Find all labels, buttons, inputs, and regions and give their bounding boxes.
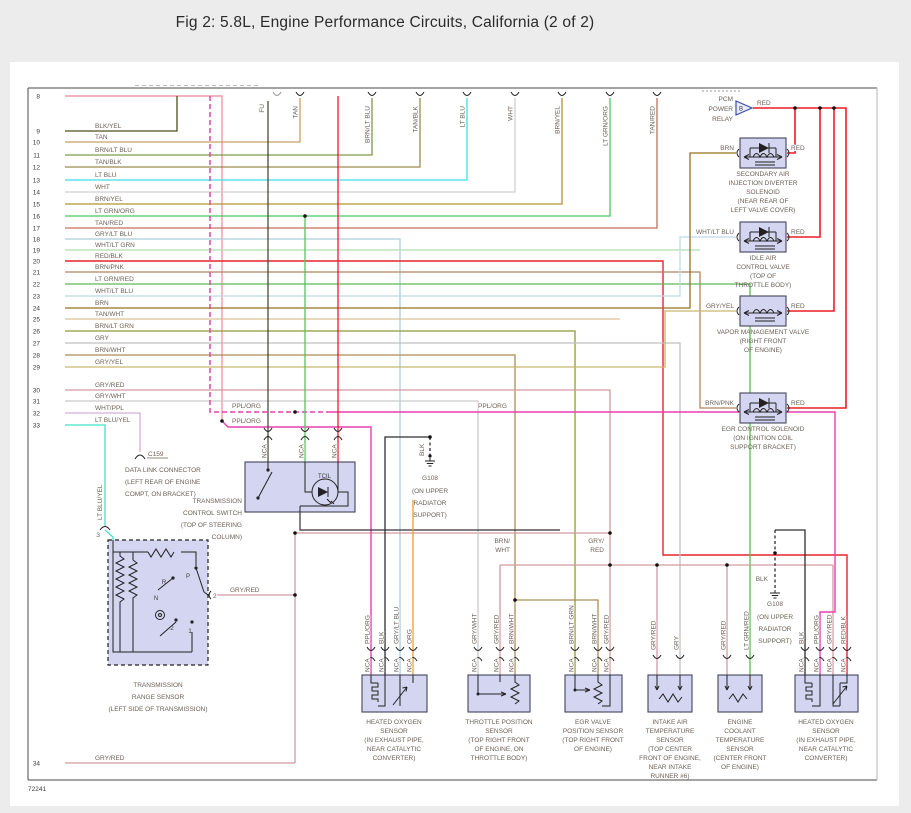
- svg-text:GRY/RED: GRY/RED: [650, 620, 658, 650]
- svg-text:PPL/ORG: PPL/ORG: [478, 403, 507, 410]
- svg-text:GRY/WHT: GRY/WHT: [471, 613, 479, 644]
- svg-text:LT BLU: LT BLU: [95, 172, 117, 179]
- svg-text:WHT/PPL: WHT/PPL: [95, 405, 124, 412]
- svg-text:TCIL: TCIL: [318, 474, 332, 480]
- svg-text:27: 27: [32, 340, 40, 348]
- svg-text:17: 17: [32, 225, 40, 233]
- svg-text:11: 11: [33, 152, 40, 160]
- svg-text:RUNNER #6): RUNNER #6): [650, 773, 690, 780]
- svg-text:30: 30: [32, 387, 40, 395]
- ground-symbol-right: [770, 590, 780, 598]
- svg-text:WHT/LT BLU: WHT/LT BLU: [695, 229, 734, 236]
- vapor-management-valve: [706, 296, 810, 354]
- svg-text:GRY/RED: GRY/RED: [720, 620, 728, 650]
- svg-text:RED: RED: [757, 100, 771, 107]
- svg-text:RED: RED: [791, 145, 805, 152]
- wire-wht: [65, 98, 515, 192]
- svg-text:SOLENOID: SOLENOID: [746, 189, 780, 196]
- svg-text:LT BLU/YEL: LT BLU/YEL: [95, 417, 131, 424]
- svg-text:NCA: NCA: [471, 658, 479, 672]
- svg-text:G108: G108: [422, 475, 438, 482]
- diagram-id: 72241: [28, 786, 47, 793]
- wire-lt-blu-yel: [65, 425, 113, 540]
- egr-control-solenoid: [705, 393, 805, 451]
- sensor-intake-air-temp: [639, 620, 701, 780]
- svg-text:NCA: NCA: [813, 658, 821, 672]
- svg-text:(TOP RIGHT FRONT: (TOP RIGHT FRONT: [468, 737, 530, 744]
- svg-text:PPL/ORG: PPL/ORG: [232, 403, 261, 410]
- svg-text:TRANSMISSION: TRANSMISSION: [192, 498, 242, 505]
- svg-text:WHT: WHT: [507, 106, 515, 121]
- svg-text:LT GRN/RED: LT GRN/RED: [95, 276, 134, 283]
- svg-text:9: 9: [36, 128, 40, 136]
- svg-text:TAN: TAN: [95, 134, 108, 141]
- fuse-hook: [273, 92, 281, 96]
- svg-text:RED/BLK: RED/BLK: [840, 616, 848, 644]
- svg-text:TEMPERATURE: TEMPERATURE: [715, 737, 765, 744]
- idle-air-control-valve: [696, 222, 805, 289]
- sensor-engine-coolant-temp: [713, 611, 766, 771]
- svg-text:RED: RED: [791, 229, 805, 236]
- svg-text:NCA: NCA: [798, 658, 806, 672]
- secondary-air-solenoid: [720, 138, 805, 214]
- svg-text:THROTTLE BODY): THROTTLE BODY): [734, 282, 792, 289]
- svg-text:HEATED OXYGEN: HEATED OXYGEN: [366, 719, 422, 726]
- svg-text:POSITION SENSOR: POSITION SENSOR: [562, 728, 624, 735]
- svg-text:ORG: ORG: [406, 629, 414, 644]
- top-connector-hooks: [273, 92, 661, 96]
- svg-text:SENSOR: SENSOR: [485, 728, 513, 735]
- transmission-range-sensor: [96, 484, 259, 713]
- svg-text:OF ENGINE, ON: OF ENGINE, ON: [474, 746, 524, 753]
- svg-text:C159: C159: [148, 451, 164, 458]
- svg-text:NCA: NCA: [406, 658, 414, 672]
- ground-symbol-mid: [425, 458, 435, 466]
- svg-text:TRANSMISSION: TRANSMISSION: [133, 682, 183, 689]
- svg-text:SENSOR: SENSOR: [812, 728, 840, 735]
- svg-text:32: 32: [32, 410, 40, 418]
- svg-text:16: 16: [32, 213, 40, 221]
- svg-text:GRY/YEL: GRY/YEL: [705, 303, 734, 310]
- svg-text:TAN: TAN: [292, 106, 300, 119]
- svg-text:RED: RED: [791, 303, 805, 310]
- svg-text:(ON UPPER: (ON UPPER: [411, 488, 449, 495]
- svg-text:3: 3: [96, 532, 100, 539]
- svg-text:12: 12: [32, 164, 40, 172]
- svg-text:PPL/ORG: PPL/ORG: [813, 615, 821, 644]
- svg-text:WHT: WHT: [495, 547, 510, 554]
- svg-text:BRN/: BRN/: [494, 538, 510, 545]
- svg-text:BLK: BLK: [378, 631, 386, 644]
- svg-text:NCA: NCA: [591, 658, 599, 672]
- svg-text:BRN/LT GRN: BRN/LT GRN: [95, 323, 134, 330]
- svg-text:BRN/LT GRN: BRN/LT GRN: [568, 605, 576, 644]
- svg-text:COLUMN): COLUMN): [211, 534, 242, 541]
- svg-text:FU: FU: [259, 104, 266, 113]
- svg-text:15: 15: [32, 201, 40, 209]
- svg-text:8: 8: [36, 93, 40, 101]
- svg-text:TAN/RED: TAN/RED: [649, 106, 657, 135]
- svg-text:SUPPORT): SUPPORT): [758, 638, 792, 645]
- svg-text:EGR CONTROL SOLENOID: EGR CONTROL SOLENOID: [721, 426, 805, 433]
- transmission-control-switch: [181, 428, 355, 541]
- svg-text:2: 2: [170, 626, 174, 632]
- svg-text:TAN/BLK: TAN/BLK: [412, 106, 420, 133]
- svg-text:RELAY: RELAY: [712, 116, 733, 123]
- svg-text:RED: RED: [590, 547, 604, 554]
- svg-text:24: 24: [32, 305, 40, 313]
- svg-text:NCA: NCA: [261, 444, 269, 458]
- svg-text:NCA: NCA: [493, 658, 501, 672]
- svg-text:NCA: NCA: [331, 444, 339, 458]
- sensor-throttle-position: [465, 613, 532, 762]
- svg-text:33: 33: [32, 422, 40, 430]
- svg-text:26: 26: [32, 328, 40, 336]
- svg-text:BRN/YEL: BRN/YEL: [95, 196, 123, 203]
- svg-text:20: 20: [32, 258, 40, 266]
- svg-text:RED: RED: [791, 400, 805, 407]
- connector-arc: [135, 455, 145, 459]
- svg-text:RANGE SENSOR: RANGE SENSOR: [131, 694, 185, 701]
- svg-text:NCA: NCA: [298, 444, 306, 458]
- svg-text:GRY/RED: GRY/RED: [603, 614, 611, 644]
- svg-text:CONVERTER): CONVERTER): [804, 755, 848, 762]
- svg-text:NCA: NCA: [826, 658, 834, 672]
- svg-text:THROTTLE BODY): THROTTLE BODY): [470, 755, 528, 762]
- svg-text:RED/BLK: RED/BLK: [95, 253, 123, 260]
- svg-text:GRY/YEL: GRY/YEL: [95, 359, 124, 366]
- svg-text:GRY/WHT: GRY/WHT: [95, 393, 126, 400]
- svg-text:BLK: BLK: [419, 443, 426, 456]
- svg-text:NCA: NCA: [378, 658, 386, 672]
- svg-text:NCA: NCA: [840, 658, 848, 672]
- svg-text:BRN/WHT: BRN/WHT: [508, 613, 516, 644]
- svg-text:(LEFT SIDE OF TRANSMISSION): (LEFT SIDE OF TRANSMISSION): [108, 706, 208, 713]
- svg-text:SUPPORT BRACKET): SUPPORT BRACKET): [730, 444, 796, 451]
- svg-text:BRN/WHT: BRN/WHT: [591, 613, 599, 644]
- svg-text:29: 29: [32, 364, 40, 372]
- svg-text:NEAR INTAKE: NEAR INTAKE: [648, 764, 692, 771]
- svg-text:NCA: NCA: [364, 658, 372, 672]
- svg-text:ENGINE: ENGINE: [727, 719, 753, 726]
- svg-text:PCM: PCM: [718, 96, 733, 103]
- svg-text:TAN/WHT: TAN/WHT: [95, 311, 125, 318]
- svg-text:PPL/ORG: PPL/ORG: [364, 615, 372, 644]
- svg-text:RADIATOR: RADIATOR: [758, 626, 792, 633]
- svg-text:NEAR CATALYTIC: NEAR CATALYTIC: [798, 746, 854, 753]
- svg-text:EGR VALVE: EGR VALVE: [575, 719, 611, 726]
- svg-text:BRN/WHT: BRN/WHT: [95, 347, 126, 354]
- svg-text:18: 18: [32, 236, 40, 244]
- svg-text:BLK: BLK: [798, 631, 806, 644]
- svg-text:(TOP CENTER: (TOP CENTER: [648, 746, 692, 753]
- svg-text:LT GRN/RED: LT GRN/RED: [743, 611, 751, 650]
- svg-text:21: 21: [32, 269, 40, 277]
- svg-text:SECONDARY AIR: SECONDARY AIR: [736, 171, 790, 178]
- svg-text:NCA: NCA: [603, 658, 611, 672]
- svg-text:GRY: GRY: [95, 335, 109, 342]
- svg-text:GRY/LT BLU: GRY/LT BLU: [393, 606, 401, 644]
- svg-text:GRY/LT BLU: GRY/LT BLU: [95, 231, 133, 238]
- svg-text:19: 19: [32, 247, 40, 255]
- svg-text:SENSOR: SENSOR: [380, 728, 408, 735]
- svg-text:NCA: NCA: [393, 658, 401, 672]
- svg-text:(LEFT REAR OF ENGINE: (LEFT REAR OF ENGINE: [125, 479, 201, 486]
- svg-text:TAN/RED: TAN/RED: [95, 220, 124, 227]
- svg-text:LT GRN/ORG: LT GRN/ORG: [95, 208, 135, 215]
- svg-text:BRN/YEL: BRN/YEL: [554, 106, 562, 134]
- svg-text:COMPT, ON BRACKET): COMPT, ON BRACKET): [125, 491, 196, 498]
- svg-text:BRN/PNK: BRN/PNK: [705, 400, 734, 407]
- svg-text:LEFT VALVE COVER): LEFT VALVE COVER): [730, 207, 796, 214]
- wire-pnk-row8: [65, 96, 222, 421]
- svg-text:(TOP OF: (TOP OF: [749, 273, 777, 280]
- svg-text:CONTROL VALVE: CONTROL VALVE: [736, 264, 790, 271]
- svg-text:GRY/RED: GRY/RED: [95, 382, 125, 389]
- svg-text:GRY/: GRY/: [588, 538, 604, 545]
- svg-text:PPL/ORG: PPL/ORG: [232, 418, 261, 425]
- svg-text:(TOP OF STEERING: (TOP OF STEERING: [180, 522, 242, 529]
- top-wire-labels: [259, 104, 657, 146]
- svg-text:WHT: WHT: [95, 184, 110, 191]
- svg-text:BLK: BLK: [755, 576, 768, 583]
- svg-text:IDLE AIR: IDLE AIR: [749, 255, 777, 262]
- sensor-heated-oxygen-right: [795, 614, 858, 762]
- wire-ppl-org-dashed: [210, 96, 330, 412]
- svg-text:OF ENGINE): OF ENGINE): [744, 347, 782, 354]
- svg-text:WHT/LT BLU: WHT/LT BLU: [95, 288, 134, 295]
- page-title: Fig 2: 5.8L, Engine Performance Circuits, California (2 of 2): [175, 14, 595, 31]
- svg-text:31: 31: [32, 398, 40, 406]
- svg-text:NEAR CATALYTIC: NEAR CATALYTIC: [366, 746, 422, 753]
- svg-text:BRN/LT BLU: BRN/LT BLU: [95, 147, 132, 154]
- svg-text:22: 22: [32, 281, 40, 289]
- svg-text:COOLANT: COOLANT: [724, 728, 756, 735]
- svg-text:OF ENGINE): OF ENGINE): [574, 746, 612, 753]
- svg-text:BRN/PNK: BRN/PNK: [95, 264, 124, 271]
- svg-text:INTAKE AIR: INTAKE AIR: [652, 719, 688, 726]
- svg-text:BLK/YEL: BLK/YEL: [95, 123, 122, 130]
- data-link-connector: [125, 451, 201, 498]
- svg-text:25: 25: [32, 316, 40, 324]
- svg-text:(ON IGNITION COIL: (ON IGNITION COIL: [733, 435, 793, 442]
- wire-tan-red: [65, 98, 657, 228]
- svg-text:R: R: [161, 580, 167, 586]
- svg-text:SENSOR: SENSOR: [656, 737, 684, 744]
- svg-text:GRY/RED: GRY/RED: [493, 614, 501, 644]
- svg-text:N: N: [153, 596, 159, 602]
- svg-text:1: 1: [188, 629, 192, 635]
- svg-text:LT BLU: LT BLU: [459, 106, 467, 128]
- svg-text:INJECTION DIVERTER: INJECTION DIVERTER: [728, 180, 798, 187]
- svg-text:NCA: NCA: [508, 658, 516, 672]
- svg-text:P: P: [185, 574, 191, 580]
- svg-text:10: 10: [32, 139, 40, 147]
- wire-ppl-org-left: [222, 421, 371, 675]
- svg-text:DATA LINK CONNECTOR: DATA LINK CONNECTOR: [125, 467, 201, 474]
- svg-text:(IN EXHAUST PIPE,: (IN EXHAUST PIPE,: [796, 737, 856, 744]
- svg-text:TEMPERATURE: TEMPERATURE: [645, 728, 695, 735]
- sensor-heated-oxygen-left: [362, 606, 427, 762]
- svg-text:23: 23: [32, 293, 40, 301]
- svg-text:GRY/RED: GRY/RED: [230, 587, 260, 594]
- svg-text:(NEAR REAR OF: (NEAR REAR OF: [737, 198, 789, 205]
- svg-text:(IN EXHAUST PIPE,: (IN EXHAUST PIPE,: [364, 737, 424, 744]
- svg-text:SENSOR: SENSOR: [726, 746, 754, 753]
- svg-text:(RIGHT FRONT: (RIGHT FRONT: [739, 338, 787, 345]
- svg-text:FRONT OF ENGINE,: FRONT OF ENGINE,: [639, 755, 701, 762]
- wire-lt-blu: [65, 98, 467, 180]
- left-row-texts: [33, 94, 135, 768]
- svg-text:34: 34: [32, 760, 40, 768]
- svg-text:(ON UPPER: (ON UPPER: [756, 614, 794, 621]
- svg-text:LT BLU/YEL: LT BLU/YEL: [97, 484, 104, 520]
- svg-text:28: 28: [32, 352, 40, 360]
- svg-text:CONVERTER): CONVERTER): [372, 755, 416, 762]
- svg-text:VAPOR MANAGEMENT VALVE: VAPOR MANAGEMENT VALVE: [716, 329, 810, 336]
- svg-text:BRN: BRN: [720, 145, 734, 152]
- svg-text:THROTTLE POSITION: THROTTLE POSITION: [465, 719, 533, 726]
- svg-text:GRY: GRY: [673, 636, 681, 650]
- svg-text:(TOP RIGHT FRONT: (TOP RIGHT FRONT: [562, 737, 624, 744]
- svg-text:13: 13: [32, 177, 40, 185]
- svg-text:SUPPORT): SUPPORT): [413, 512, 447, 519]
- wire-brn-yel: [65, 98, 562, 204]
- svg-text:WHT/LT GRN: WHT/LT GRN: [95, 242, 135, 249]
- svg-text:GRY/RED: GRY/RED: [826, 614, 834, 644]
- sensor-egr-valve-position: [562, 605, 623, 753]
- svg-text:OF ENGINE): OF ENGINE): [721, 764, 759, 771]
- svg-text:G108: G108: [767, 601, 783, 608]
- svg-text:HEATED OXYGEN: HEATED OXYGEN: [798, 719, 854, 726]
- svg-text:(CENTER FRONT: (CENTER FRONT: [713, 755, 767, 762]
- svg-text:GRY/RED: GRY/RED: [95, 755, 125, 762]
- svg-text:2: 2: [213, 593, 217, 600]
- svg-text:RADIATOR: RADIATOR: [413, 500, 447, 507]
- svg-text:NCA: NCA: [568, 658, 576, 672]
- relay-pin-label: B: [739, 106, 744, 113]
- svg-text:TAN/BLK: TAN/BLK: [95, 159, 122, 166]
- svg-text:BRN: BRN: [95, 300, 109, 307]
- svg-text:CONTROL SWITCH: CONTROL SWITCH: [183, 510, 242, 517]
- svg-text:LT GRN/ORG: LT GRN/ORG: [602, 106, 610, 146]
- svg-text:POWER: POWER: [708, 106, 733, 113]
- svg-text:14: 14: [32, 189, 40, 197]
- svg-text:BRN/LT BLU: BRN/LT BLU: [364, 106, 372, 143]
